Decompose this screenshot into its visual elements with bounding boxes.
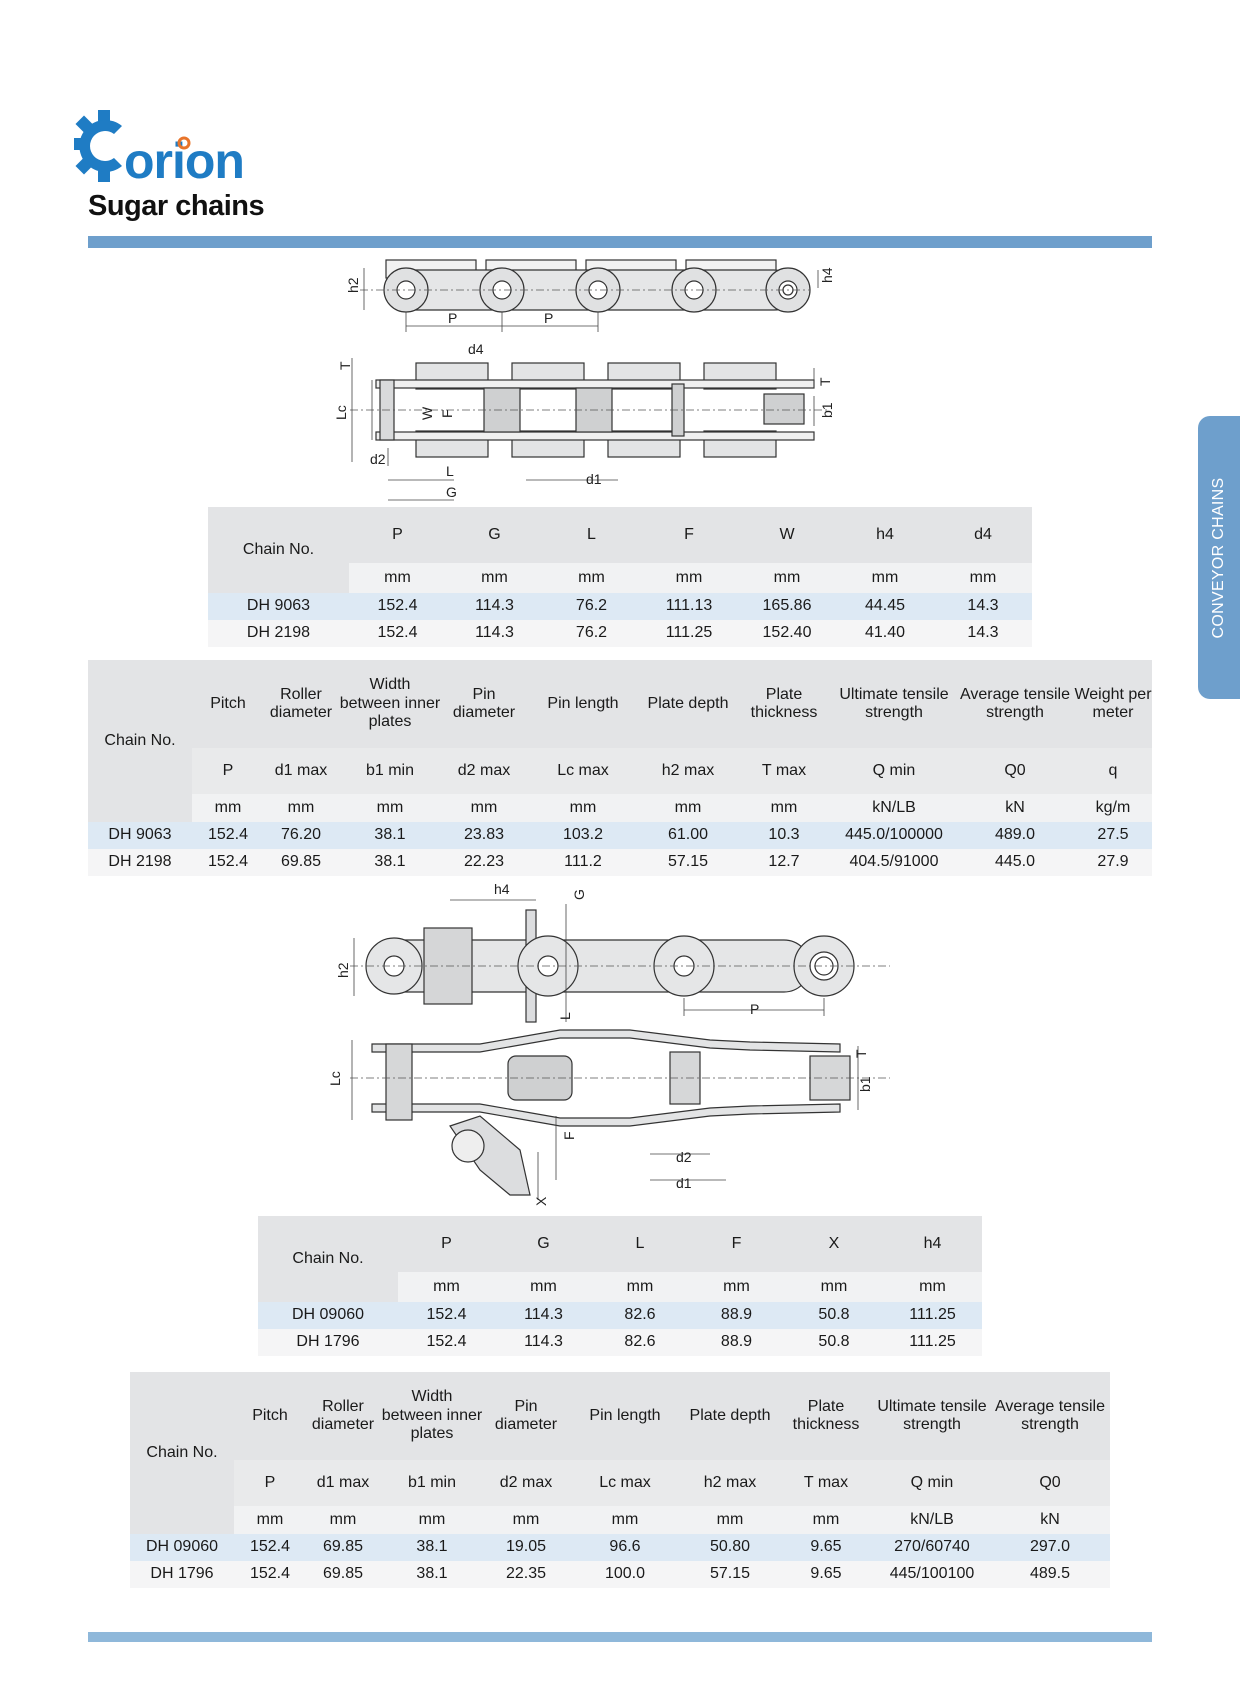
column-header: d4 — [934, 507, 1032, 563]
value-cell: 114.3 — [495, 1302, 592, 1329]
unit-cell: mm — [526, 794, 640, 822]
chain-drawing-dh9063 — [333, 248, 860, 504]
value-cell: 44.45 — [836, 593, 934, 620]
value-cell: 152.4 — [398, 1329, 495, 1356]
column-name: Width between inner plates — [338, 660, 442, 748]
chain-no-cell: DH 9063 — [208, 593, 349, 620]
column-symbol: T max — [778, 1460, 874, 1506]
value-cell: 41.40 — [836, 620, 934, 647]
column-header: F — [640, 507, 738, 563]
column-symbol: d2 max — [484, 1460, 568, 1506]
table-row — [258, 1329, 982, 1356]
unit-cell: mm — [306, 1506, 380, 1534]
unit-cell: mm — [484, 1506, 568, 1534]
chain-no-header: Chain No. — [208, 507, 349, 593]
column-symbol: P — [192, 748, 264, 794]
value-cell: 76.2 — [543, 593, 640, 620]
value-cell: 152.4 — [349, 593, 446, 620]
column-name: Weight per meter — [1074, 660, 1152, 748]
column-name: Roller diameter — [264, 660, 338, 748]
table-row — [130, 1561, 1110, 1588]
value-cell: 38.1 — [380, 1561, 484, 1588]
value-cell: 9.65 — [778, 1534, 874, 1561]
unit-cell: mm — [640, 563, 738, 593]
column-symbol: Lc max — [568, 1460, 682, 1506]
column-header: P — [349, 507, 446, 563]
table-row — [208, 593, 1032, 620]
value-cell: 114.3 — [446, 620, 543, 647]
unit-cell: mm — [338, 794, 442, 822]
column-name: Ultimate tensile strength — [832, 660, 956, 748]
column-header: G — [446, 507, 543, 563]
unit-cell: mm — [543, 563, 640, 593]
value-cell: 152.4 — [234, 1561, 306, 1588]
unit-cell: mm — [442, 794, 526, 822]
footer-divider — [88, 1632, 1152, 1642]
dim-label-t1: T — [337, 361, 353, 370]
column-name: Plate thickness — [778, 1372, 874, 1460]
brand-logo — [72, 108, 244, 193]
value-cell: 96.6 — [568, 1534, 682, 1561]
value-cell: 111.13 — [640, 593, 738, 620]
unit-cell: kg/m — [1074, 794, 1152, 822]
dim-label-l: L — [557, 1012, 573, 1020]
value-cell: 445.0/100000 — [832, 822, 956, 849]
unit-cell: kN — [990, 1506, 1110, 1534]
chain-no-cell: DH 2198 — [88, 849, 192, 876]
value-cell: 19.05 — [484, 1534, 568, 1561]
dim-label-b1: b1 — [857, 1076, 873, 1092]
column-name: Plate depth — [682, 1372, 778, 1460]
column-name: Pin diameter — [484, 1372, 568, 1460]
unit-cell: kN — [956, 794, 1074, 822]
value-cell: 88.9 — [688, 1302, 785, 1329]
column-name: Pitch — [192, 660, 264, 748]
value-cell: 9.65 — [778, 1561, 874, 1588]
chain-drawing-dh09060 — [327, 880, 910, 1210]
unit-cell: mm — [883, 1272, 982, 1302]
value-cell: 22.23 — [442, 849, 526, 876]
value-cell: 57.15 — [682, 1561, 778, 1588]
column-symbol: Q min — [874, 1460, 990, 1506]
value-cell: 152.40 — [738, 620, 836, 647]
chain-no-header: Chain No. — [88, 660, 192, 822]
table-row — [208, 620, 1032, 647]
column-name: Average tensile strength — [956, 660, 1074, 748]
value-cell: 14.3 — [934, 620, 1032, 647]
column-name: Average tensile strength — [990, 1372, 1110, 1460]
value-cell: 114.3 — [495, 1329, 592, 1356]
value-cell: 152.4 — [398, 1302, 495, 1329]
dim-label-h4: h4 — [819, 267, 835, 283]
table-row — [88, 849, 1152, 876]
column-name: Plate thickness — [736, 660, 832, 748]
column-header: h4 — [883, 1216, 982, 1272]
value-cell: 50.80 — [682, 1534, 778, 1561]
dim-label-g: G — [446, 484, 457, 500]
dim-label-h2: h2 — [335, 962, 351, 978]
value-cell: 489.0 — [956, 822, 1074, 849]
unit-cell: mm — [682, 1506, 778, 1534]
brand-dot-icon — [177, 136, 191, 150]
column-symbol: h2 max — [682, 1460, 778, 1506]
chain-no-cell: DH 09060 — [130, 1534, 234, 1561]
dim-label-f: F — [561, 1131, 577, 1140]
value-cell: 152.4 — [234, 1534, 306, 1561]
dimension-table-1 — [208, 507, 1032, 647]
column-header: X — [785, 1216, 883, 1272]
dim-label-d2: d2 — [676, 1149, 692, 1165]
column-header: h4 — [836, 507, 934, 563]
column-symbol: b1 min — [338, 748, 442, 794]
value-cell: 23.83 — [442, 822, 526, 849]
gear-icon — [72, 108, 132, 188]
performance-table-2 — [130, 1372, 1110, 1588]
unit-cell: mm — [934, 563, 1032, 593]
value-cell: 114.3 — [446, 593, 543, 620]
value-cell: 82.6 — [592, 1302, 688, 1329]
column-name: Plate depth — [640, 660, 736, 748]
column-name: Pitch — [234, 1372, 306, 1460]
value-cell: 82.6 — [592, 1329, 688, 1356]
column-name: Ultimate tensile strength — [874, 1372, 990, 1460]
column-symbol: d2 max — [442, 748, 526, 794]
chain-no-cell: DH 1796 — [130, 1561, 234, 1588]
dim-label-p: P — [750, 1001, 760, 1017]
chain-no-header: Chain No. — [130, 1372, 234, 1534]
value-cell: 111.25 — [640, 620, 738, 647]
dim-label-h2: h2 — [345, 277, 361, 293]
value-cell: 76.20 — [264, 822, 338, 849]
column-name: Pin length — [568, 1372, 682, 1460]
value-cell: 489.5 — [990, 1561, 1110, 1588]
unit-cell: mm — [349, 563, 446, 593]
dim-label-h4: h4 — [494, 881, 510, 897]
unit-cell: mm — [495, 1272, 592, 1302]
column-symbol: d1 max — [264, 748, 338, 794]
column-symbol: Q min — [832, 748, 956, 794]
value-cell: 270/60740 — [874, 1534, 990, 1561]
unit-cell: mm — [778, 1506, 874, 1534]
value-cell: 111.25 — [883, 1329, 982, 1356]
dim-label-t2: T — [817, 377, 833, 386]
dim-label-lc: Lc — [327, 1071, 343, 1086]
page-title: Sugar chains — [88, 190, 265, 222]
dim-label-b1: b1 — [819, 402, 835, 418]
value-cell: 88.9 — [688, 1329, 785, 1356]
value-cell: 50.8 — [785, 1329, 883, 1356]
column-name: Roller diameter — [306, 1372, 380, 1460]
unit-cell: mm — [640, 794, 736, 822]
column-symbol: q — [1074, 748, 1152, 794]
value-cell: 111.2 — [526, 849, 640, 876]
brand-name: orion — [124, 133, 244, 189]
value-cell: 152.4 — [192, 822, 264, 849]
column-symbol: Lc max — [526, 748, 640, 794]
value-cell: 100.0 — [568, 1561, 682, 1588]
dim-label-p1: P — [448, 310, 458, 326]
table-row — [130, 1534, 1110, 1561]
unit-cell: kN/LB — [832, 794, 956, 822]
dim-label-g: G — [571, 889, 587, 900]
unit-cell: mm — [738, 563, 836, 593]
value-cell: 27.9 — [1074, 849, 1152, 876]
chain-no-cell: DH 2198 — [208, 620, 349, 647]
column-header: L — [592, 1216, 688, 1272]
dim-label-p2: P — [544, 310, 554, 326]
value-cell: 69.85 — [264, 849, 338, 876]
unit-cell: mm — [688, 1272, 785, 1302]
unit-cell: mm — [785, 1272, 883, 1302]
column-name: Pin length — [526, 660, 640, 748]
value-cell: 152.4 — [349, 620, 446, 647]
value-cell: 445.0 — [956, 849, 1074, 876]
value-cell: 38.1 — [338, 849, 442, 876]
value-cell: 22.35 — [484, 1561, 568, 1588]
value-cell: 152.4 — [192, 849, 264, 876]
unit-cell: mm — [836, 563, 934, 593]
section-tab-label: CONVEYOR CHAINS — [1210, 477, 1227, 638]
column-symbol: Q0 — [956, 748, 1074, 794]
column-symbol: T max — [736, 748, 832, 794]
column-header: L — [543, 507, 640, 563]
unit-cell: mm — [568, 1506, 682, 1534]
table-row — [258, 1302, 982, 1329]
dimension-table-2 — [258, 1216, 982, 1356]
column-header: F — [688, 1216, 785, 1272]
value-cell: 69.85 — [306, 1534, 380, 1561]
chain-no-cell: DH 9063 — [88, 822, 192, 849]
column-symbol: h2 max — [640, 748, 736, 794]
unit-cell: mm — [234, 1506, 306, 1534]
dim-label-x: X — [533, 1196, 549, 1206]
chain-no-cell: DH 1796 — [258, 1329, 398, 1356]
chain-no-cell: DH 09060 — [258, 1302, 398, 1329]
value-cell: 404.5/91000 — [832, 849, 956, 876]
dim-label-d1: d1 — [586, 471, 602, 487]
value-cell: 103.2 — [526, 822, 640, 849]
column-header: G — [495, 1216, 592, 1272]
value-cell: 165.86 — [738, 593, 836, 620]
performance-table-1 — [88, 660, 1152, 876]
column-header: P — [398, 1216, 495, 1272]
unit-cell: mm — [264, 794, 338, 822]
chain-no-header: Chain No. — [258, 1216, 398, 1302]
unit-cell: mm — [446, 563, 543, 593]
unit-cell: kN/LB — [874, 1506, 990, 1534]
unit-cell: mm — [736, 794, 832, 822]
column-name: Width between inner plates — [380, 1372, 484, 1460]
value-cell: 61.00 — [640, 822, 736, 849]
value-cell: 14.3 — [934, 593, 1032, 620]
value-cell: 111.25 — [883, 1302, 982, 1329]
value-cell: 10.3 — [736, 822, 832, 849]
dim-label-d1: d1 — [676, 1175, 692, 1191]
value-cell: 76.2 — [543, 620, 640, 647]
dim-label-f: F — [439, 409, 455, 418]
column-symbol: Q0 — [990, 1460, 1110, 1506]
value-cell: 50.8 — [785, 1302, 883, 1329]
column-symbol: P — [234, 1460, 306, 1506]
column-symbol: b1 min — [380, 1460, 484, 1506]
value-cell: 38.1 — [338, 822, 442, 849]
value-cell: 57.15 — [640, 849, 736, 876]
dim-label-d2: d2 — [370, 451, 386, 467]
table-row — [88, 822, 1152, 849]
header-divider — [88, 236, 1152, 248]
dim-label-l: L — [446, 463, 454, 479]
column-name: Pin diameter — [442, 660, 526, 748]
value-cell: 27.5 — [1074, 822, 1152, 849]
unit-cell: mm — [398, 1272, 495, 1302]
value-cell: 69.85 — [306, 1561, 380, 1588]
column-symbol: d1 max — [306, 1460, 380, 1506]
unit-cell: mm — [380, 1506, 484, 1534]
value-cell: 12.7 — [736, 849, 832, 876]
value-cell: 297.0 — [990, 1534, 1110, 1561]
value-cell: 445/100100 — [874, 1561, 990, 1588]
dim-label-t: T — [853, 1049, 869, 1058]
value-cell: 38.1 — [380, 1534, 484, 1561]
dim-label-d4: d4 — [468, 341, 484, 357]
unit-cell: mm — [192, 794, 264, 822]
section-tab[interactable] — [1198, 416, 1240, 699]
dim-label-w: W — [419, 406, 435, 420]
column-header: W — [738, 507, 836, 563]
unit-cell: mm — [592, 1272, 688, 1302]
dim-label-lc: Lc — [333, 405, 349, 420]
